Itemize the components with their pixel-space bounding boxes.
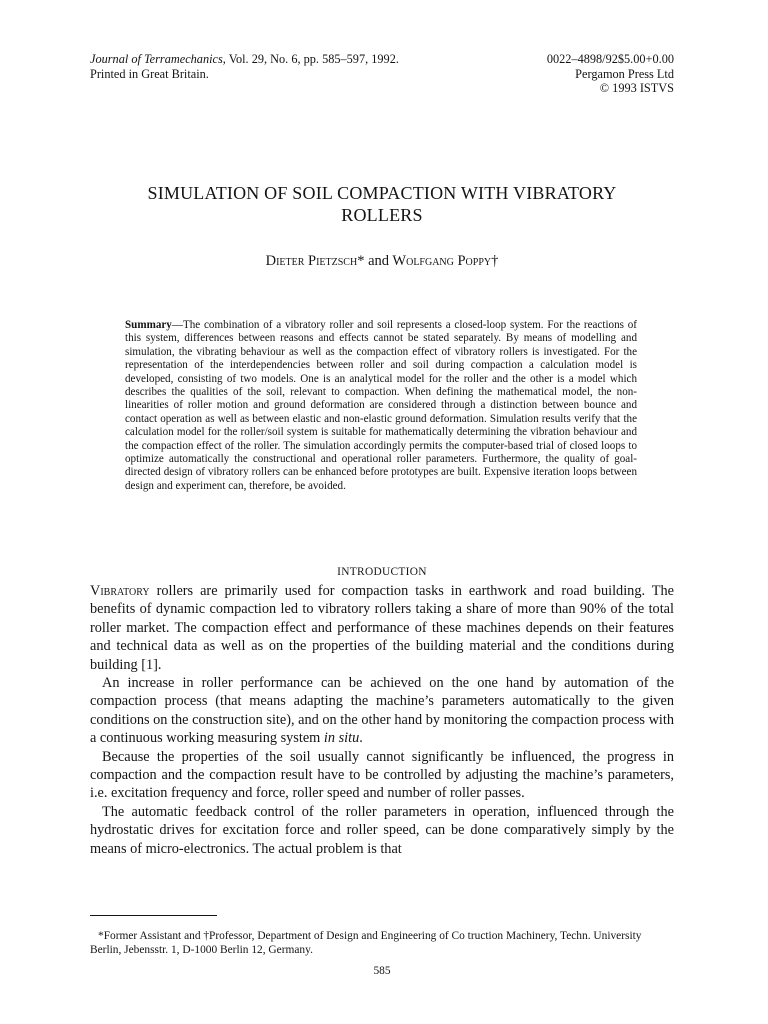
title-line-2: ROLLERS xyxy=(341,204,423,225)
paragraph-2-italic: in situ xyxy=(323,730,360,747)
page-number: 585 xyxy=(373,965,391,977)
publisher-info xyxy=(547,52,674,96)
author-list xyxy=(90,252,674,270)
author-2: Wolfgang Poppy† xyxy=(392,253,499,269)
issn-code: 0022–4898/92$5.00+0.00 xyxy=(546,52,674,66)
author-affiliation-footnote: *Former Assistant and †Professor, Department of Design and Engineering of Co truction Machinery, Techn. University Berlin, Jebensstr. 1, D-1000 Berlin 12, Germany. xyxy=(90,930,642,956)
paragraph-1-text: rollers are primarily used for compaction tasks in earthwork and road building. The benefits of dynamic compaction led to vibratory rollers taking a share of more than 90% of the total roller market. The compaction effect and performance of these machines depends on their features and technical data as well as on the properties of the building material and the conditions during building [1]. xyxy=(90,583,674,673)
paragraph-3: Because the properties of the soil usually cannot significantly be influenced, the progress in compaction and the compaction result have to be controlled by adjusting the machine’s parameters, i.e. excitation frequency and force, roller speed and number of roller passes. xyxy=(90,748,674,802)
footnote-rule xyxy=(90,915,217,916)
copyright-notice: © 1993 ISTVS xyxy=(599,81,674,96)
summary-abstract xyxy=(125,319,637,493)
citation-details: , Vol. 29, No. 6, pp. 585–597, 1992. xyxy=(222,52,399,66)
paper-title xyxy=(90,183,674,226)
paragraph-4: The automatic feedback control of the roller parameters in operation, influenced through the hydrostatic drives for excitation force and roller speed, can be done comparatively simply by the means of micro-electronics. The actual problem is that xyxy=(90,803,674,857)
journal-citation xyxy=(90,52,399,81)
section-heading-introduction: INTRODUCTION xyxy=(337,566,427,578)
journal-name: Journal of Terramechanics xyxy=(90,52,223,66)
title-line-1: SIMULATION OF SOIL COMPACTION WITH VIBRATORY xyxy=(147,183,617,203)
introduction-body xyxy=(90,582,674,858)
paragraph-1-lead: Vibratory xyxy=(90,583,150,599)
paragraph-2 xyxy=(90,674,674,748)
summary-label: Summary xyxy=(125,319,172,331)
paragraph-2-end: . xyxy=(359,730,363,747)
summary-text: —The combination of a vibratory roller and soil represents a closed-loop system. For the reactions of this system, differences between reasons and effects cannot be stated separately. By means of modelling and simulation, the vibrating behaviour as well as the compaction effect of vibratory rollers is investigated. For the representation of the interdependencies between roller and soil during compaction a calculation model is developed, consisting of two models. One is an analytical model for the roller and the other is a model which describes the qualities of the soil, relevant to compaction. When defining the mathematical model, the non-linearities of roller motion and ground deformation are considered through a distinction between bounce and contact operation as well as between elastic and non-elastic ground deformation. Simulation results verify that the calculation model for the roller/soil system is suitable for mathematically determining the vibration behaviour and the compaction effect of the roller. The simulation accordingly permits the computer-based trial of closed loops to optimize automatically the constructional and operational roller parameters. Furthermore, the quality of goal-directed design of vibratory rollers can be enhanced before prototypes are built. Expensive iteration loops between design and experiment can, therefore, be avoided. xyxy=(125,319,637,492)
printed-in: Printed in Great Britain. xyxy=(90,66,209,81)
paragraph-2-text: An increase in roller performance can be achieved on the one hand by automation of the compaction process (that means adapting the machine’s parameters automatically to the given conditions on the construction site), and on the other hand by monitoring the compaction process with a continuous working measuring system xyxy=(90,675,674,747)
paragraph-1 xyxy=(90,582,674,674)
publisher-name: Pergamon Press Ltd xyxy=(575,66,674,81)
author-1: Dieter Pietzsch* xyxy=(265,253,365,269)
author-conjunction: and xyxy=(368,253,390,269)
